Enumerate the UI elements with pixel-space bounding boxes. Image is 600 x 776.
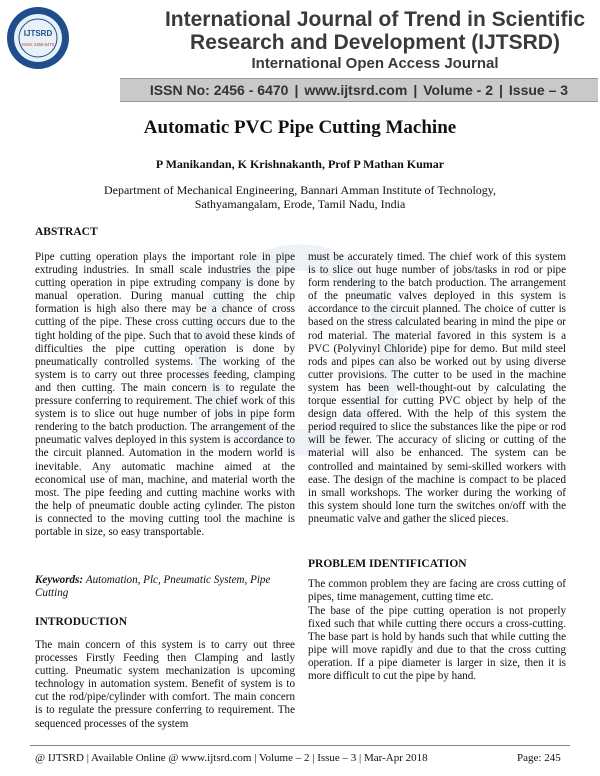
journal-subtitle: International Open Access Journal bbox=[251, 55, 499, 72]
issue-label: Issue – 3 bbox=[508, 82, 569, 98]
keywords-label: Keywords: bbox=[35, 574, 84, 586]
problem-heading: PROBLEM IDENTIFICATION bbox=[308, 558, 467, 570]
footer-citation: @ IJTSRD | Available Online @ www.ijtsrd.com | Volume – 2 | Issue – 3 | Mar-Apr 2018 bbox=[35, 752, 428, 764]
keywords bbox=[35, 574, 295, 600]
affiliation-line1: Department of Mechanical Engineering, Bannari Amman Institute of Technology, bbox=[103, 183, 497, 197]
journal-title-line1: International Journal of Trend in Scientific bbox=[164, 8, 586, 31]
journal-title bbox=[160, 8, 590, 54]
svg-text:IJTSRD: IJTSRD bbox=[23, 29, 53, 38]
introduction-heading: INTRODUCTION bbox=[35, 616, 128, 628]
affiliation-line2: Sathyamangalam, Erode, Tamil Nadu, India bbox=[194, 197, 406, 211]
problem-text-paragraph1: The common problem they are facing are cross cutting of pipes, time management, cutting time etc. bbox=[308, 578, 566, 604]
journal-website-link[interactable]: www.ijtsrd.com bbox=[304, 82, 408, 98]
introduction-text: The main concern of this system is to carry out three processes Firstly Feeding then Clamping and lastly cutting. Pneumatic system mechanization is upcoming technology in automation system. Benefit of system is to cut the rod/pipe/cylinder with comfort. The main concern is to regulate the pressure conferring to requirement. The sequenced processes of the system bbox=[35, 639, 295, 730]
journal-logo bbox=[6, 6, 70, 70]
problem-text-paragraph2: The base of the pipe cutting operation is not properly fixed such that while cutting there occurs a cross-cutting. The base part is hold by hands such that while cutting the pipe will move rapidly and due to that the cross cutting operation. If a pipe diameter is larger in size, then it is more difficult to cut the pipe by hand. bbox=[308, 605, 566, 683]
volume-label: Volume - 2 bbox=[423, 82, 493, 98]
svg-text:ISSN: 2456-6470: ISSN: 2456-6470 bbox=[21, 42, 55, 47]
right-column-text: must be accurately timed. The chief work of this system is to slice out huge number of jobs/tasks in rod or pipe form rendering to the batch production. The arrangement of the pneumatic valves deployed in this system is accordance to the circuit planned. The choice of cutter is based on the stress calculated bearing in mind the pipe or rod material. The material favored in this system is a PVC (Polyvinyl Chloride) pipe for demo. But mild steel rods and pipes can also be worked out by using diverse cutter provisions. The cutter to be used in the machine system has been well-thought-out by calculating the torque essential for cutting PVC object by help of the design data offered. With the help of this system the period required to slice the substances like the pipe or rod will be fewer. The accuracy of slicing or cutting of the material will also be enhanced. The system can be controlled and maintained by semi-skilled workers with ease. The design of the machine is compact to be placed in small workshops. The worker during the working of this system should lone turn the switches on/off with the pneumatic valve and gather the sliced pieces. bbox=[308, 251, 566, 525]
footer-divider bbox=[30, 745, 570, 746]
paper-title: Automatic PVC Pipe Cutting Machine bbox=[143, 117, 457, 138]
issn-bar: ISSN No: 2456 - 6470 | www.ijtsrd.com | Volume - 2 | Issue – 3 bbox=[120, 78, 598, 102]
journal-title-line2: Research and Development (IJTSRD) bbox=[190, 31, 560, 54]
page-number: Page: 245 bbox=[517, 752, 561, 764]
keywords-text: Automation, Plc, Pneumatic System, Pipe Cutting bbox=[35, 574, 271, 600]
issn-number: ISSN No: 2456 - 6470 bbox=[149, 82, 289, 98]
paper-authors: P Manikandan, K Krishnakanth, Prof P Mathan Kumar bbox=[155, 157, 445, 171]
abstract-heading: ABSTRACT bbox=[35, 226, 98, 238]
paper-affiliation bbox=[0, 183, 600, 211]
abstract-text: Pipe cutting operation plays the important role in pipe extruding industries. In small scale industries the pipe cutting operation in pipe extruding company is done by manual operation. During manual cutting the chip formation is high also there may be a chance of cross cutting of the pipe. These cross cutting occurs due to the tight holding of the pipe. Such that to avoid these kinds of difficulties the pipe cutting operation is done by pneumatically controlled systems. The working of the system is to carry out three processes feeding, clamping and then cutting. The main concern is to regulate the pressure conferring to requirement. The chief work of this system is to slice out huge number of jobs in pipe form rendering to the batch production. The arrangement of the pneumatic valves deployed in this system is accordance to the circuit planned. Automation in the modern world is inevitable. Any automatic machine aimed at the economical use of man, machine, and material worth the most. The pipe feeding and cutting machine works with the help of pneumatic double acting cylinder. The piston is connected to the moving cutting tool the machine is portable in size, so easy transportable. bbox=[35, 251, 295, 538]
